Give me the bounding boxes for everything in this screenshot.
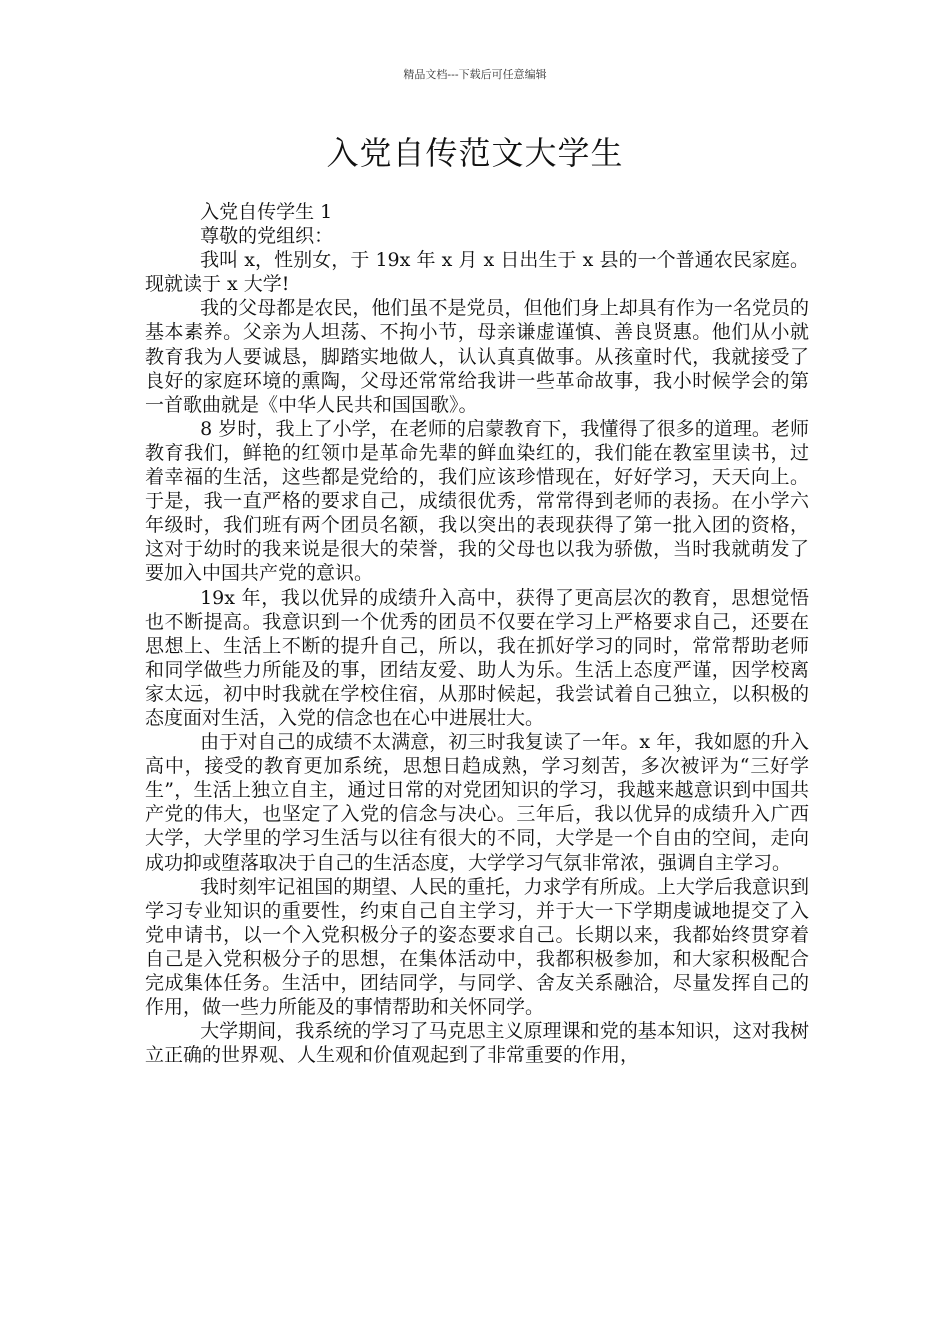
paragraph: 8 岁时，我上了小学，在老师的启蒙教育下，我懂得了很多的道理。老师教育我们，鲜艳的红领巾是革命先辈的鲜血染红的，我们能在教室里读书，过着幸福的生活，这些都是党给的，我们应该珍惜现在，好好学习，天天向上。于是，我一直严格的要求自己，成绩很优秀，常常得到老师的表扬。在小学六年级时，我们班有两个团员名额，我以突出的表现获得了第一批入团的资格，这对于幼时的我来说是很大的荣誉，我的父母也以我为骄傲，当时我就萌发了要加入中国共产党的意识。 <box>145 417 809 585</box>
salutation: 尊敬的党组织： <box>200 225 334 248</box>
subtitle: 入党自传学生 1 <box>200 201 333 223</box>
paragraph: 由于对自己的成绩不太满意，初三时我复读了一年。x 年，我如愿的升入高中，接受的教育更加系统，思想日趋成熟，学习刻苦，多次被评为“三好学生”，生活上独立自主，通过日常的对党团知识的学习，我越来越意识到中国共产党的伟大，也坚定了入党的信念与决心。三年后，我以优异的成绩升入广西大学，大学里的学习生活与以往有很大的不同，大学是一个自由的空间，走向成功抑或堕落取决于自己的生活态度，大学学习气氛非常浓，强调自主学习。 <box>145 731 809 874</box>
paragraph: 我叫 x，性别女，于 19x 年 x 月 x 日出生于 x 县的一个普通农民家庭。现就读于 x 大学! <box>145 249 809 296</box>
paragraph: 19x 年，我以优异的成绩升入高中，获得了更高层次的教育，思想觉悟也不断提高。我意识到一个优秀的团员不仅要在学习上严格要求自己，还要在思想上、生活上不断的提升自己，所以，我在抓好学习的同时，常常帮助老师和同学做些力所能及的事，团结友爱、助人为乐。生活上态度严谨，因学校离家太远，初中时我就在学校住宿，从那时候起，我尝试着自己独立，以积极的态度面对生活，入党的信念也在心中进展壮大。 <box>145 586 809 729</box>
document-body <box>145 200 809 1067</box>
paragraph: 我时刻牢记祖国的期望、人民的重托，力求学有所成。上大学后我意识到学习专业知识的重要性，约束自己自主学习，并于大一下学期虔诚地提交了入党申请书，以一个入党积极分子的姿态要求自己。长期以来，我都始终贯穿着自己是入党积极分子的思想，在集体活动中，我都积极参加，和大家积极配合完成集体任务。生活中，团结同学，与同学、舍友关系融洽，尽量发挥自己的作用，做一些力所能及的事情帮助和关怀同学。 <box>145 875 809 1019</box>
document-title: 入党自传范文大学生 <box>326 134 624 172</box>
document-header-note: 精品文档---下载后可任意编辑 <box>403 68 547 81</box>
paragraph: 我的父母都是农民，他们虽不是党员，但他们身上却具有作为一名党员的基本素养。父亲为人坦荡、不拘小节，母亲谦虚谨慎、善良贤惠。他们从小就教育我为人要诚恳，脚踏实地做人，认认真真做事。从孩童时代，我就接受了良好的家庭环境的熏陶，父母还常常给我讲一些革命故事，我小时候学会的第一首歌曲就是《中华人民共和国国歌》。 <box>145 297 809 416</box>
paragraph: 大学期间，我系统的学习了马克思主义原理课和党的基本知识，这对我树立正确的世界观、人生观和价值观起到了非常重要的作用， <box>145 1020 809 1067</box>
